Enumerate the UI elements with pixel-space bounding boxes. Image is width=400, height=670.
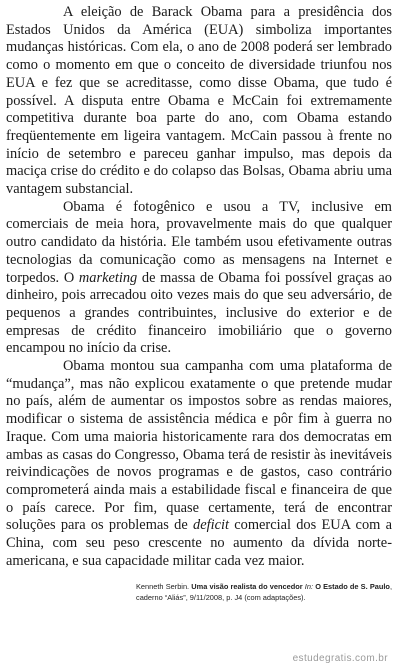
paragraph-2-text-end: de massa de Obama foi possível graças ao dinheiro, pois arrecadou oito vezes mais do que seu adversário, de pequenos a grandes contribuintes, inclusive do exterior e de empresas de crédito financeiro imobiliário que o governo encampou no início da crise.	[6, 269, 392, 357]
source-citation	[136, 581, 392, 603]
citation-in-label: In:	[304, 581, 314, 591]
citation-details: , caderno “Aliás”, 9/11/2008, p. J4 (com adaptações).	[136, 581, 393, 602]
paragraph-1	[6, 4, 392, 199]
deficit-term: deficit	[193, 517, 229, 534]
citation-title: Uma visão realista do vencedor	[191, 581, 303, 591]
paragraph-3-text-start: Obama montou sua campanha com uma plataforma de “mudança”, mas não explicou exatamente o que pretende mudar no país, além de aumentar os impostos sobre as rendas maiores, modificar o sistema de assistência médica e pôr fim à guerra no Iraque. Com uma maioria historicamente rara dos democratas em ambas as casas do Congresso, Obama terá de resistir às inevitáveis reivindicações de novos programas e de gastos, caso contrário comprometerá ainda mais a estabilidade fiscal e financeira de que o país carece. Por fim, quase certamente, terá de encontrar soluções para os problemas de	[6, 358, 392, 534]
paragraph-2-text-start: Obama é fotogênico e usou a TV, inclusive em comerciais de meia hora, provavelmente mais do que qualquer outro candidato da história. Ele também usou efetivamente outras tecnologias da comunicação como as mensagens na Internet e torpedos. O	[6, 198, 392, 286]
paragraph-3-text-end: comercial dos EUA com a China, com seu peso crescente no aumento da dívida norte-americana, e sua capacidade militar cada vez maior.	[6, 517, 392, 569]
paragraph-1-text: A eleição de Barack Obama para a presidência dos Estados Unidos da América (EUA) simboliza importantes mudanças históricas. Com ela, o ano de 2008 poderá ser lembrado como o momento em que o conceito de diversidade triunfou nos EUA e fez que se acreditasse, como disse Obama, que tudo é possível. A disputa entre Obama e McCain foi extremamente competitiva durante boa parte do ano, com Obama estando freqüentemente em ligeira vantagem. McCain passou à frente no início de setembro e pareceu ganhar impulso, mas depois da maciça crise do crédito e do colapso das Bolsas, Obama abriu uma vantagem substancial.	[6, 4, 392, 198]
paragraph-2	[6, 199, 392, 358]
site-watermark: estudegratis.com.br	[292, 653, 388, 664]
paragraph-3	[6, 358, 392, 570]
citation-author: Kenneth Serbin.	[136, 581, 192, 591]
article-body	[6, 4, 392, 603]
marketing-term: marketing	[78, 269, 138, 286]
citation-source: O Estado de S. Paulo	[315, 581, 390, 591]
